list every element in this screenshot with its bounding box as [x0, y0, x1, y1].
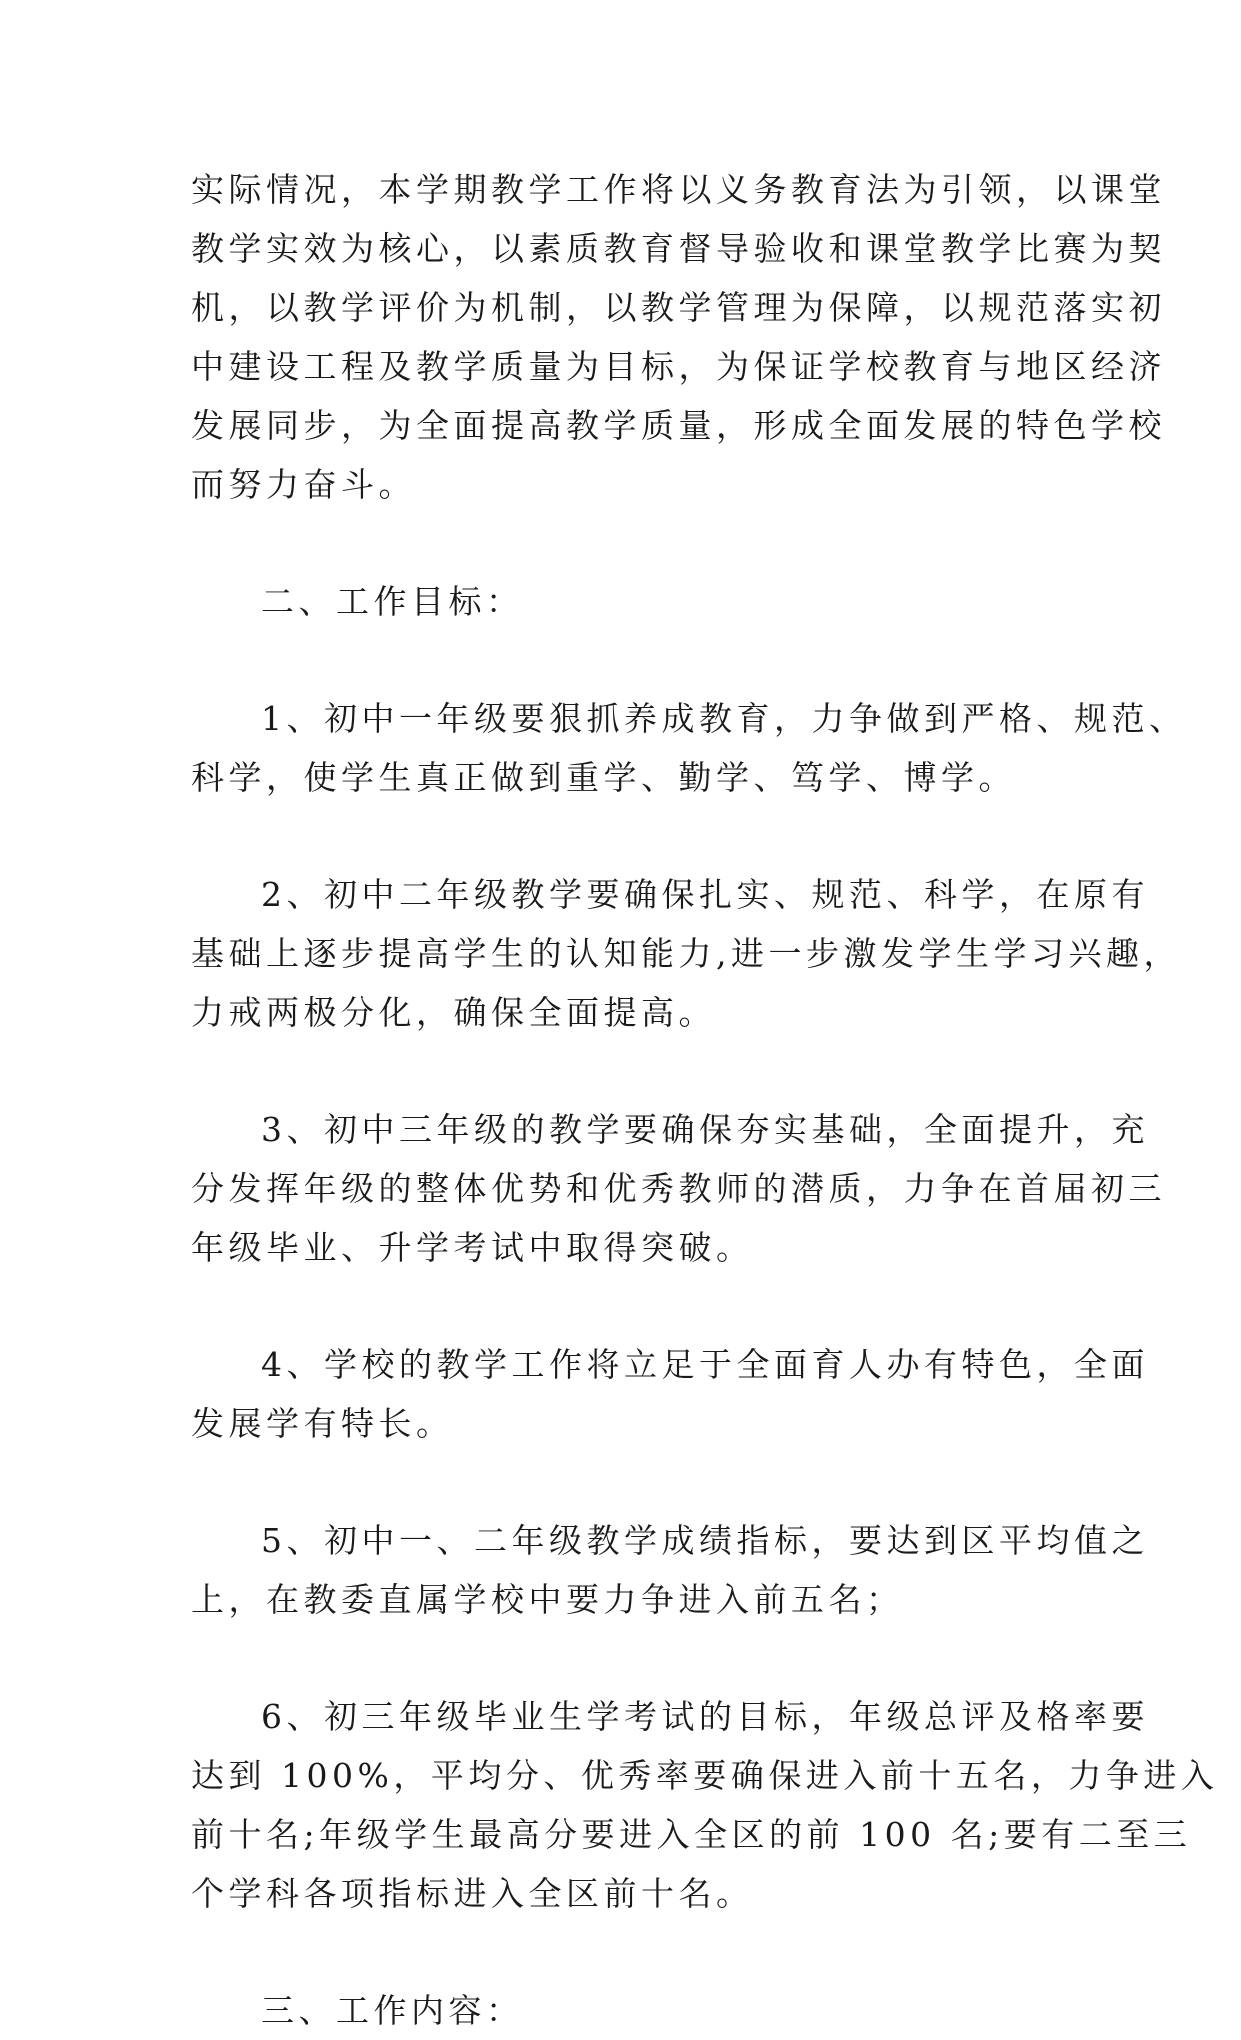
paragraph-intro — [191, 160, 1166, 514]
text-line: 达到 100%，平均分、优秀率要确保进入前十五名，力争进入 — [191, 1756, 1219, 1795]
paragraph-goal-4 — [191, 1335, 1149, 1453]
text-line: 前十名;年级学生最高分要进入全区的前 100 名;要有二至三 — [191, 1815, 1192, 1854]
text-line: 1、初中一年级要狠抓养成教育，力争做到严格、规范、 — [261, 699, 1187, 738]
text-line: 上，在教委直属学校中要力争进入前五名； — [191, 1580, 904, 1619]
text-line: 发展学有特长。 — [191, 1404, 454, 1443]
text-line: 5、初中一、二年级教学成绩指标，要达到区平均值之 — [261, 1521, 1149, 1560]
paragraph-goal-6 — [191, 1687, 1219, 1923]
section-heading-goals — [191, 572, 1071, 631]
text-line: 发展同步，为全面提高教学质量，形成全面发展的特色学校 — [191, 406, 1166, 445]
paragraph-goal-2 — [191, 865, 1181, 1042]
text-line: 个学科各项指标进入全区前十名。 — [191, 1874, 754, 1913]
heading-text: 二、工作目标： — [261, 582, 524, 621]
text-line: 中建设工程及教学质量为目标，为保证学校教育与地区经济 — [191, 347, 1166, 386]
paragraph-goal-5 — [191, 1511, 1149, 1629]
text-line: 年级毕业、升学考试中取得突破。 — [191, 1228, 754, 1267]
text-line: 分发挥年级的整体优势和优秀教师的潜质，力争在首届初三 — [191, 1169, 1166, 1208]
text-line: 而努力奋斗。 — [191, 465, 416, 504]
text-line: 2、初中二年级教学要确保扎实、规范、科学，在原有 — [261, 875, 1149, 914]
text-line: 力戒两极分化，确保全面提高。 — [191, 993, 716, 1032]
text-line: 教学实效为核心，以素质教育督导验收和课堂教学比赛为契 — [191, 229, 1166, 268]
text-line: 机，以教学评价为机制，以教学管理为保障，以规范落实初 — [191, 288, 1166, 327]
heading-text: 三、工作内容： — [261, 1991, 524, 2030]
text-line: 4、学校的教学工作将立足于全面育人办有特色，全面 — [261, 1345, 1149, 1384]
text-line: 6、初三年级毕业生学考试的目标，年级总评及格率要 — [261, 1697, 1149, 1736]
text-line: 实际情况，本学期教学工作将以义务教育法为引领，以课堂 — [191, 170, 1166, 209]
section-heading-content — [191, 1981, 1071, 2040]
text-line: 基础上逐步提高学生的认知能力,进一步激发学生学习兴趣， — [191, 934, 1181, 973]
text-line: 3、初中三年级的教学要确保夯实基础，全面提升，充 — [261, 1110, 1149, 1149]
text-line: 科学，使学生真正做到重学、勤学、笃学、博学。 — [191, 758, 1016, 797]
paragraph-goal-3 — [191, 1100, 1166, 1277]
document-body — [191, 160, 1219, 2040]
paragraph-goal-1 — [191, 689, 1187, 807]
